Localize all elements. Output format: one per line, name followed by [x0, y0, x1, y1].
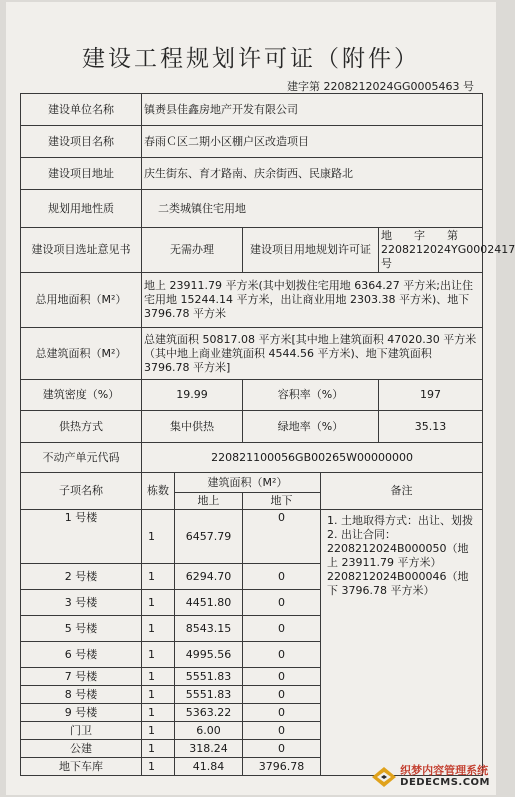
density-value: 19.99	[142, 380, 243, 411]
sub-item-name: 1 号楼	[21, 510, 142, 564]
project-label: 建设项目名称	[21, 126, 142, 158]
sub-item-below: 0	[243, 510, 321, 564]
remark-line: 1. 土地取得方式：出让、划拨	[327, 514, 473, 527]
land-permit-label: 建设项目用地规划许可证	[243, 228, 379, 273]
land-use-value: 二类城镇住宅用地	[142, 190, 483, 228]
address-value: 庆生街东、育才路南、庆余街西、民康路北	[142, 158, 483, 190]
sub-item-above: 4451.80	[175, 590, 243, 616]
sub-item-count: 1	[142, 758, 175, 776]
project-value: 春雨Ｃ区二期小区棚户区改造项目	[142, 126, 483, 158]
estate-code-value: 220821100056GB00265W00000000	[142, 443, 483, 473]
sub-below-header: 地下	[243, 493, 321, 510]
sub-note-header: 备注	[321, 473, 483, 510]
land-permit-value: 地 字 第 2208212024YG0002417 号	[379, 228, 483, 273]
unit-value: 镇赉县佳鑫房地产开发有限公司	[142, 94, 483, 126]
sub-item-above: 318.24	[175, 740, 243, 758]
land-use-label: 规划用地性质	[21, 190, 142, 228]
sub-item-below: 0	[243, 704, 321, 722]
sub-item-count: 1	[142, 510, 175, 564]
sub-item-count: 1	[142, 686, 175, 704]
sub-item-above: 6294.70	[175, 564, 243, 590]
estate-code-label: 不动产单元代码	[21, 443, 142, 473]
sub-item-count: 1	[142, 564, 175, 590]
green-rate-value: 35.13	[379, 411, 483, 443]
permit-number: 建字第 2208212024GG0005463 号	[286, 80, 474, 93]
sub-item-count: 1	[142, 642, 175, 668]
sub-item-count: 1	[142, 590, 175, 616]
sub-item-below: 0	[243, 686, 321, 704]
sub-item-name: 9 号楼	[21, 704, 142, 722]
land-area-value: 地上 23911.79 平方米(其中划拨住宅用地 6364.27 平方米;出让住宅用地 15244.14 平方米，出让商业用地 2303.38 平方米)、地下 3796.78 平方米	[142, 273, 483, 328]
sub-item-below: 0	[243, 616, 321, 642]
sub-item-below: 0	[243, 564, 321, 590]
building-area-label: 总建筑面积（M²）	[21, 328, 142, 380]
density-label: 建筑密度（%）	[21, 380, 142, 411]
sub-item-name: 7 号楼	[21, 668, 142, 686]
sub-name-header: 子项名称	[21, 473, 142, 510]
sub-item-count: 1	[142, 616, 175, 642]
unit-label: 建设单位名称	[21, 94, 142, 126]
dedecms-logo-icon	[371, 766, 397, 788]
remark-line: 2. 出让合同：	[327, 528, 396, 541]
sub-item-count: 1	[142, 740, 175, 758]
building-area-value: 总建筑面积 50817.08 平方米[其中地上建筑面积 47020.30 平方米（其中地上商业建筑面积 4544.56 平方米)、地下建筑面积 3796.78 平方米]	[142, 328, 483, 380]
sub-item-above: 5551.83	[175, 686, 243, 704]
sub-item-name: 2 号楼	[21, 564, 142, 590]
document-title: 建设工程规划许可证（附件）	[82, 46, 420, 72]
sub-item-count: 1	[142, 722, 175, 740]
sub-item-row	[21, 510, 483, 564]
sub-item-below: 3796.78	[243, 758, 321, 776]
sub-item-name: 门卫	[21, 722, 142, 740]
sub-area-header: 建筑面积（M²）	[175, 473, 321, 493]
sub-item-count: 1	[142, 668, 175, 686]
permit-document	[6, 2, 515, 795]
sub-item-name: 3 号楼	[21, 590, 142, 616]
sub-item-below: 0	[243, 642, 321, 668]
sub-item-name: 6 号楼	[21, 642, 142, 668]
plot-ratio-value: 197	[379, 380, 483, 411]
sub-item-above: 41.84	[175, 758, 243, 776]
sub-item-name: 5 号楼	[21, 616, 142, 642]
sub-count-header: 栋数	[142, 473, 175, 510]
sub-item-above: 5551.83	[175, 668, 243, 686]
sub-item-name: 公建	[21, 740, 142, 758]
sub-item-above: 4995.56	[175, 642, 243, 668]
sub-above-header: 地上	[175, 493, 243, 510]
sub-item-below: 0	[243, 740, 321, 758]
address-label: 建设项目地址	[21, 158, 142, 190]
remark-line: 2208212024B000046（地下 3796.78 平方米）	[327, 570, 469, 597]
remarks-cell	[321, 510, 483, 776]
plot-ratio-label: 容积率（%）	[243, 380, 379, 411]
opinion-label: 建设项目选址意见书	[21, 228, 142, 273]
sub-item-name: 8 号楼	[21, 686, 142, 704]
watermark	[371, 765, 490, 789]
opinion-value: 无需办理	[142, 228, 243, 273]
sub-item-above: 6457.79	[175, 510, 243, 564]
heating-value: 集中供热	[142, 411, 243, 443]
remark-line: 2208212024B000050（地上 23911.79 平方米）	[327, 542, 469, 569]
watermark-cn: 织梦内容管理系统	[400, 764, 489, 777]
heating-label: 供热方式	[21, 411, 142, 443]
sub-item-count: 1	[142, 704, 175, 722]
green-rate-label: 绿地率（%）	[243, 411, 379, 443]
watermark-en: DEDECMS.COM	[400, 777, 490, 788]
permit-table	[20, 93, 515, 776]
sub-item-above: 6.00	[175, 722, 243, 740]
sub-item-below: 0	[243, 668, 321, 686]
sub-item-below: 0	[243, 590, 321, 616]
sub-item-above: 8543.15	[175, 616, 243, 642]
sub-item-below: 0	[243, 722, 321, 740]
land-area-label: 总用地面积（M²）	[21, 273, 142, 328]
sub-item-name: 地下车库	[21, 758, 142, 776]
sub-item-above: 5363.22	[175, 704, 243, 722]
